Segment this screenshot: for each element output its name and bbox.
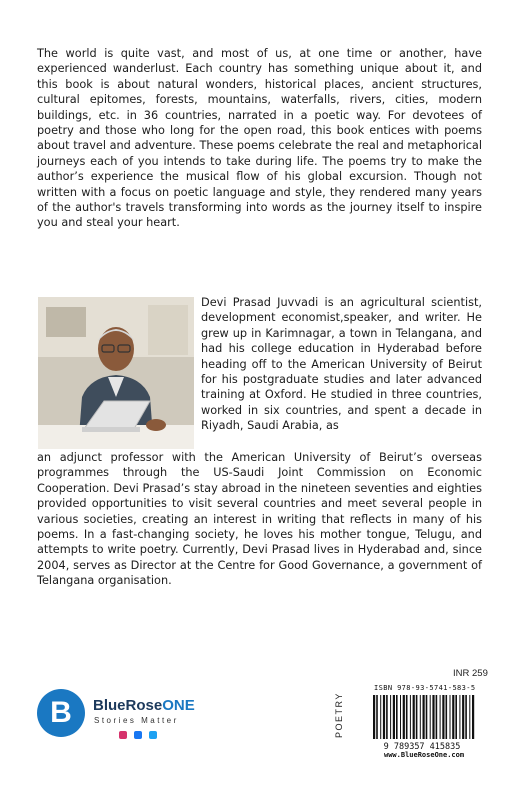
social-icons: [119, 731, 159, 741]
genre-text: POETRY: [334, 692, 344, 738]
facebook-icon: [134, 731, 142, 739]
publisher-name-part1: BlueRose: [93, 697, 163, 714]
back-cover-blurb: The world is quite vast, and most of us, at one time or another, have experienced wanderlust. Each country has something unique about it, and this book is about natural wonders, historical places, ancient structures, cultural epitomes, forests, mountains, waterfalls, rivers, cities, modern buildings, etc. in 36 countries, narrated in a poetic way. For devotees of poetry and those who long for the open road, this book entices with poems about travel and adventure. These poems celebrate the real and metaphorical journeys each of you intends to take during life. The poems try to make the author’s experience the musical flow of his global excursion. Though not written with a focus on poetic language and style, they rendered many years of the author's travels transforming into words as the journey itself to inspire you and steal your heart.: [37, 47, 482, 230]
price-label: INR 259: [453, 668, 488, 679]
isbn-label: ISBN 978-93-5741-583-5: [374, 684, 476, 692]
instagram-icon: [119, 731, 127, 739]
publisher-logo: [37, 689, 195, 739]
author-bio-bottom: an adjunct professor with the American University of Beirut’s overseas programmes through the US-Saudi Joint Commission on Economic Cooperation. Devi Prasad’s stay abroad in the nineteen seventies and eighties provided opportunities to visit several countries and meet several people in various societies, creating an interest in writing that reflects in many of his poems. In a fast-changing society, he loves his mother tongue, Telugu, and attempts to write poetry. Currently, Devi Prasad lives in Hyderabad and, since 2004, serves as Director at the Centre for Good Governance, a government of Telangana organisation.: [37, 451, 482, 588]
publisher-tagline: Stories Matter: [94, 716, 179, 725]
publisher-website: www.BlueRoseOne.com: [384, 751, 465, 759]
barcode-number: 9 789357 415835: [383, 742, 461, 751]
barcode: [365, 693, 480, 751]
author-photo: [38, 297, 194, 449]
twitter-icon: [149, 731, 157, 739]
publisher-name: [93, 697, 195, 714]
publisher-logo-letter: B: [50, 696, 72, 729]
publisher-name-part2: ONE: [162, 697, 195, 714]
author-bio-top: Devi Prasad Juvvadi is an agricultural scientist, development economist,speaker, and writer. He grew up in Karimnagar, a town in Telangana, and had his college education in Hyderabad before heading off to the American University of Beirut for his postgraduate studies and later advanced training at Oxford. He studied in three countries, worked in six countries, and spent a decade in Riyadh, Saudi Arabia, as: [201, 296, 482, 433]
